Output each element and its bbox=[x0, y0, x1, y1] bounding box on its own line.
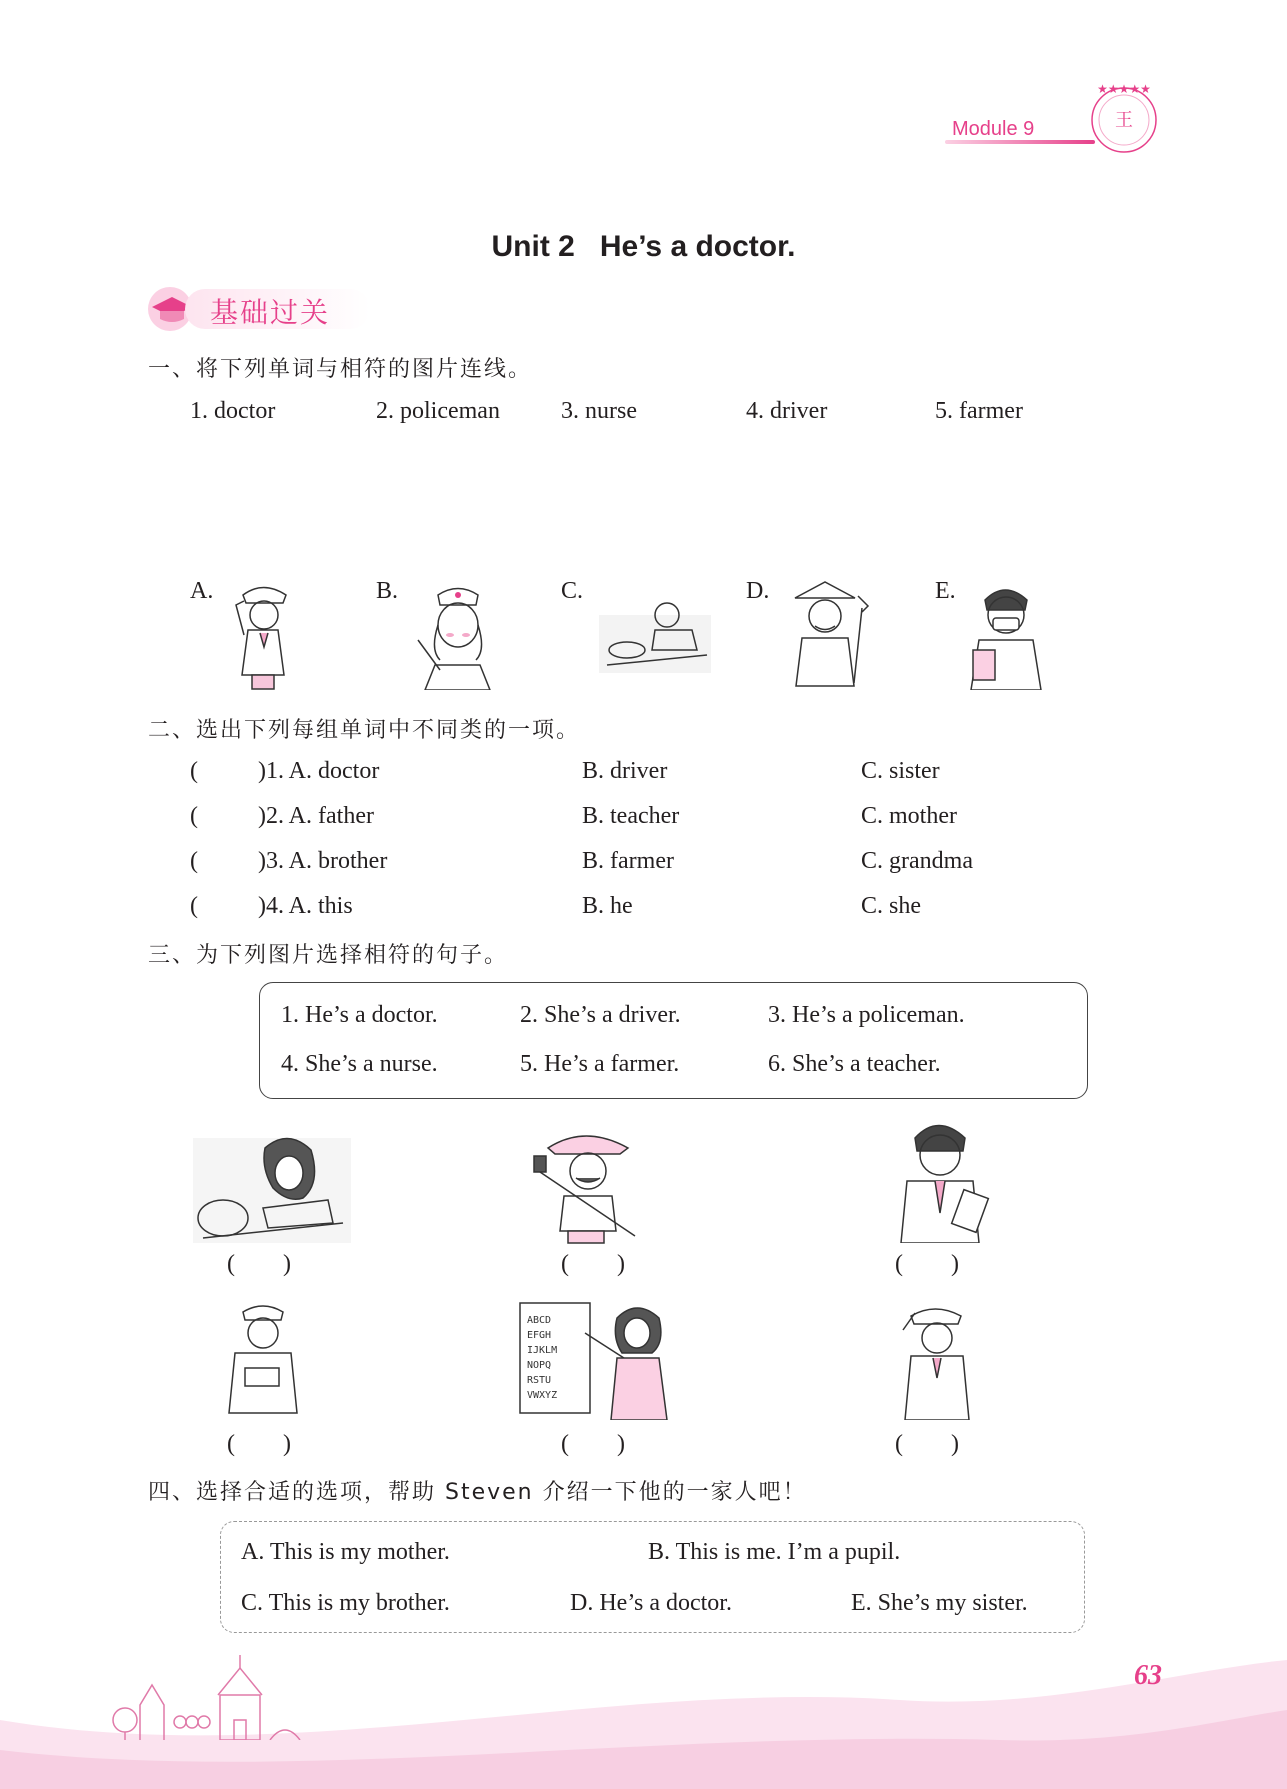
q4-option-e: E. She’s my sister. bbox=[851, 1590, 1028, 1616]
q3-blank-4[interactable]: ( ) bbox=[227, 1431, 291, 1457]
q4-option-d: D. He’s a doctor. bbox=[570, 1590, 732, 1616]
module-label: Module 9 bbox=[952, 118, 1035, 140]
q3-options-box bbox=[259, 982, 1088, 1099]
farmer-illustration bbox=[780, 578, 880, 688]
q3-farmer-man-illustration bbox=[530, 1126, 640, 1244]
q1-label-b: B. bbox=[376, 578, 399, 604]
page-number: 63 bbox=[1134, 1660, 1162, 1691]
section-tag-label: 基础过关 bbox=[210, 297, 331, 328]
nurse-illustration bbox=[410, 580, 505, 690]
svg-text:RSTU: RSTU bbox=[527, 1375, 552, 1386]
q2-row-3-c: C. grandma bbox=[861, 848, 973, 874]
svg-text:IJKLM: IJKLM bbox=[527, 1345, 558, 1356]
module-underline bbox=[945, 140, 1095, 144]
q2-row-3-b: B. farmer bbox=[582, 848, 674, 874]
q3-policeman-illustration bbox=[893, 1298, 978, 1420]
q2-row-4-b: B. he bbox=[582, 893, 633, 919]
q4-option-a: A. This is my mother. bbox=[241, 1539, 450, 1565]
q3-option-1: 1. He’s a doctor. bbox=[281, 1002, 438, 1028]
castle-doodle-icon bbox=[100, 1650, 330, 1740]
svg-text:ABCD: ABCD bbox=[527, 1315, 552, 1326]
q4-option-b: B. This is me. I’m a pupil. bbox=[648, 1539, 901, 1565]
q2-row-1-a: )1. A. doctor bbox=[258, 758, 380, 784]
q2-row-3-paren[interactable]: ( bbox=[190, 848, 198, 874]
q1-word-3: 3. nurse bbox=[561, 398, 637, 424]
q3-option-4: 4. She’s a nurse. bbox=[281, 1051, 438, 1077]
q4-heading: 四、选择合适的选项，帮助 Steven 介绍一下他的一家人吧！ bbox=[148, 1480, 807, 1505]
svg-text:EFGH: EFGH bbox=[527, 1330, 552, 1341]
q2-row-1-c: C. sister bbox=[861, 758, 940, 784]
svg-text:王: 王 bbox=[1115, 110, 1133, 131]
q3-blank-3[interactable]: ( ) bbox=[895, 1251, 959, 1277]
doctor-illustration bbox=[965, 580, 1045, 690]
q3-driver-woman-illustration bbox=[193, 1128, 351, 1243]
driver-illustration bbox=[597, 595, 715, 675]
q1-label-a: A. bbox=[190, 578, 214, 604]
q2-row-2-b: B. teacher bbox=[582, 803, 680, 829]
q2-row-2-a: )2. A. father bbox=[258, 803, 374, 829]
svg-text:NOPQ: NOPQ bbox=[527, 1360, 552, 1371]
q4-option-c: C. This is my brother. bbox=[241, 1590, 450, 1616]
q2-row-3-a: )3. A. brother bbox=[258, 848, 388, 874]
q3-heading: 三、为下列图片选择相符的句子。 bbox=[148, 943, 509, 968]
q2-row-1-paren[interactable]: ( bbox=[190, 758, 198, 784]
q3-teacher-woman-illustration bbox=[517, 1298, 677, 1420]
q3-option-5: 5. He’s a farmer. bbox=[520, 1051, 680, 1077]
publisher-seal-icon bbox=[1085, 78, 1163, 156]
q2-row-4-a: )4. A. this bbox=[258, 893, 353, 919]
q1-label-c: C. bbox=[561, 578, 584, 604]
svg-text:★★★★★: ★★★★★ bbox=[1097, 82, 1151, 96]
q1-label-e: E. bbox=[935, 578, 956, 604]
q1-label-d: D. bbox=[746, 578, 770, 604]
unit-title: Unit 2 He’s a doctor. bbox=[491, 230, 796, 263]
q1-heading: 一、将下列单词与相符的图片连线。 bbox=[148, 357, 533, 382]
svg-text:VWXYZ: VWXYZ bbox=[527, 1390, 558, 1401]
q3-doctor-man-illustration bbox=[893, 1113, 993, 1243]
q3-option-2: 2. She’s a driver. bbox=[520, 1002, 681, 1028]
q3-option-3: 3. He’s a policeman. bbox=[768, 1002, 965, 1028]
q3-blank-6[interactable]: ( ) bbox=[895, 1431, 959, 1457]
policeman-illustration bbox=[228, 575, 298, 690]
q2-row-4-paren[interactable]: ( bbox=[190, 893, 198, 919]
q1-word-1: 1. doctor bbox=[190, 398, 276, 424]
q3-blank-5[interactable]: ( ) bbox=[561, 1431, 625, 1457]
q3-blank-2[interactable]: ( ) bbox=[561, 1251, 625, 1277]
q2-row-2-c: C. mother bbox=[861, 803, 957, 829]
q2-row-1-b: B. driver bbox=[582, 758, 668, 784]
q3-blank-1[interactable]: ( ) bbox=[227, 1251, 291, 1277]
q1-word-4: 4. driver bbox=[746, 398, 828, 424]
q3-option-6: 6. She’s a teacher. bbox=[768, 1051, 941, 1077]
q2-heading: 二、选出下列每组单词中不同类的一项。 bbox=[148, 718, 581, 743]
q2-row-2-paren[interactable]: ( bbox=[190, 803, 198, 829]
q2-row-4-c: C. she bbox=[861, 893, 921, 919]
q3-nurse-man-illustration bbox=[223, 1298, 303, 1418]
q1-word-2: 2. policeman bbox=[376, 398, 500, 424]
q1-word-5: 5. farmer bbox=[935, 398, 1023, 424]
